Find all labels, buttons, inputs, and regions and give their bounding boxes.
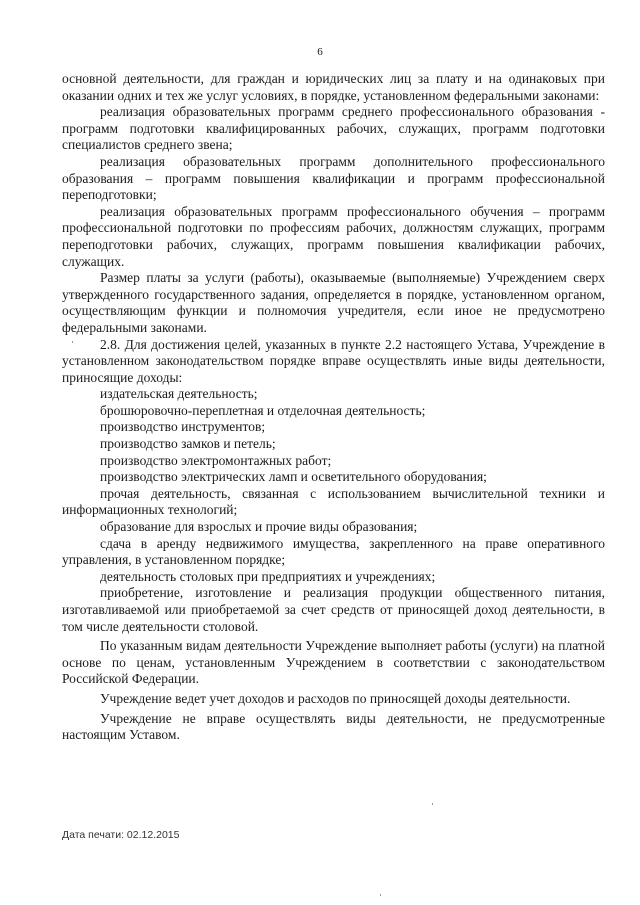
paragraph-list-item: реализация образовательных программ среднего профессионального образования - программ подготовки квалифицированных рабочих, служащих, программ подготовки специалистов среднего звена; bbox=[62, 104, 605, 153]
paragraph-paid-services: По указанным видам деятельности Учреждение выполняет работы (услуги) на платной основе по ценам, установленным Учреждением в соответствии с законодательством Российской Федерации. bbox=[62, 638, 605, 687]
paragraph-restriction: Учреждение не вправе осуществлять виды деятельности, не предусмотренные настоящим Уставом. bbox=[62, 710, 605, 743]
paragraph-list-item: деятельность столовых при предприятиях и учреждениях; bbox=[100, 568, 436, 584]
paragraph-accounting: Учреждение ведет учет доходов и расходов по приносящей доходы деятельности. bbox=[100, 690, 571, 706]
paragraph-list-item: производство электрических ламп и осветительного оборудования; bbox=[100, 469, 487, 485]
paragraph-list-item: брошюровочно-переплетная и отделочная деятельность; bbox=[100, 402, 426, 418]
paragraph-list-item: сдача в аренду недвижимого имущества, закрепленного на праве оперативного управления, в установленном порядке; bbox=[62, 535, 605, 568]
paragraph-continuation: основной деятельности, для граждан и юридических лиц за плату и на одинаковых при оказании одних и тех же услуг условиях, в порядке, установленном федеральными законами: bbox=[62, 71, 605, 103]
paragraph-list-item: производство замков и петель; bbox=[100, 436, 276, 452]
print-date-footer: Дата печати: 02.12.2015 bbox=[62, 829, 180, 841]
paragraph-fee: Размер платы за услуги (работы), оказываемые (выполняемые) Учреждением сверх утвержденного государственного задания, определяется в порядке, установленном органом, осуществляющим функции и полномочия учредителя, если иное не предусмотрено федеральными законами. bbox=[62, 270, 605, 335]
paragraph-list-item: издательская деятельность; bbox=[100, 386, 258, 402]
scan-speck bbox=[380, 894, 381, 896]
paragraph-list-item: производство инструментов; bbox=[100, 419, 266, 435]
paragraph-section-2-8: 2.8. Для достижения целей, указанных в пункте 2.2 настоящего Устава, Учреждение в установленном законодательством порядке вправе осуществлять иные виды деятельности, приносящие доходы: bbox=[62, 336, 605, 385]
scan-speck bbox=[72, 341, 73, 343]
scan-speck bbox=[432, 803, 433, 805]
paragraph-list-item: производство электромонтажных работ; bbox=[100, 452, 332, 468]
paragraph-list-item: реализация образовательных программ профессионального обучения – программ профессиональной подготовки по профессиям рабочих, должностям служащих, программ переподготовки рабочих, служащих, программ повышения квалификации рабочих, служащих. bbox=[62, 203, 605, 269]
paragraph-list-item: прочая деятельность, связанная с использованием вычислительной техники и информационных технологий; bbox=[62, 485, 605, 518]
page-number: 6 bbox=[317, 46, 323, 58]
document-body bbox=[62, 71, 605, 744]
paragraph-list-item: приобретение, изготовление и реализация продукции общественного питания, изготавливаемой или приобретаемой за счет средств от приносящей доход деятельности, в том числе деятельности столовой. bbox=[62, 585, 605, 634]
paragraph-list-item: образование для взрослых и прочие виды образования; bbox=[100, 519, 418, 535]
paragraph-list-item: реализация образовательных программ дополнительного профессионального образования – программ повышения квалификации и программ профессиональной переподготовки; bbox=[62, 153, 605, 203]
